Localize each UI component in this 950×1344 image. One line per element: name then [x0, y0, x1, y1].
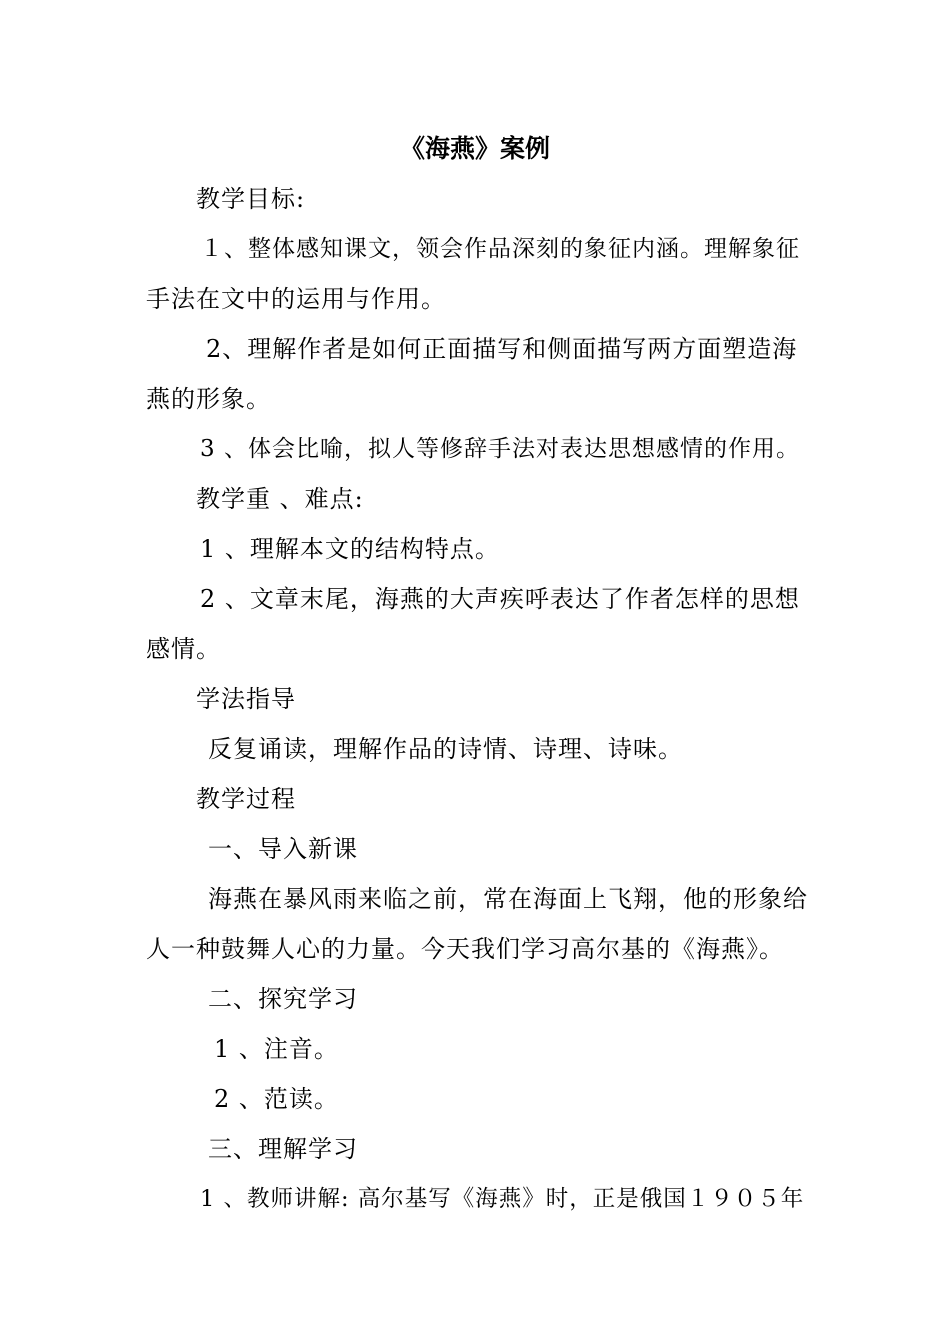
text-line-section-1: 一、导入新课 — [208, 835, 358, 863]
text-line-objective-3: 3 、体会比喻，拟人等修辞手法对表达思想感情的作用。 — [200, 436, 800, 462]
text-line-keypoints-heading: 教学重 、难点: — [196, 485, 364, 513]
document-title: 《海燕》案例 — [399, 134, 550, 163]
text-line-method-heading: 学法指导 — [196, 685, 296, 713]
text-line-objective-2b: 燕的形象。 — [146, 385, 271, 413]
text-line-step-1: 1 、注音。 — [214, 1035, 339, 1063]
text-line-keypoint-1: 1 、理解本文的结构特点。 — [200, 535, 500, 563]
text-line-method-text: 反复诵读，理解作品的诗情、诗理、诗味。 — [208, 735, 683, 763]
text-line-teacher-explain: 1 、教师讲解: 高尔基写《海燕》时，正是俄国１９０５年 — [200, 1186, 805, 1212]
text-line-objective-2a: 2、理解作者是如何正面描写和侧面描写两方面塑造海 — [206, 335, 798, 363]
text-line-intro-b: 人一种鼓舞人心的力量。今天我们学习高尔基的《海燕》。 — [146, 935, 784, 963]
text-line-objective-1a: １、整体感知课文，领会作品深刻的象征内涵。理解象征 — [200, 236, 800, 262]
text-line-section-2: 二、探究学习 — [208, 985, 358, 1013]
text-line-objective-1b: 手法在文中的运用与作用。 — [146, 285, 446, 313]
text-line-objectives-heading: 教学目标: — [196, 185, 306, 213]
text-line-step-2: 2 、范读。 — [214, 1085, 339, 1113]
text-line-section-3: 三、理解学习 — [208, 1135, 358, 1163]
text-line-process-heading: 教学过程 — [196, 785, 296, 813]
text-line-keypoint-2a: 2 、文章末尾，海燕的大声疾呼表达了作者怎样的思想 — [200, 585, 800, 613]
text-line-intro-a: 海燕在暴风雨来临之前，常在海面上飞翔，他的形象给 — [208, 885, 808, 913]
text-line-keypoint-2b: 感情。 — [146, 635, 221, 663]
